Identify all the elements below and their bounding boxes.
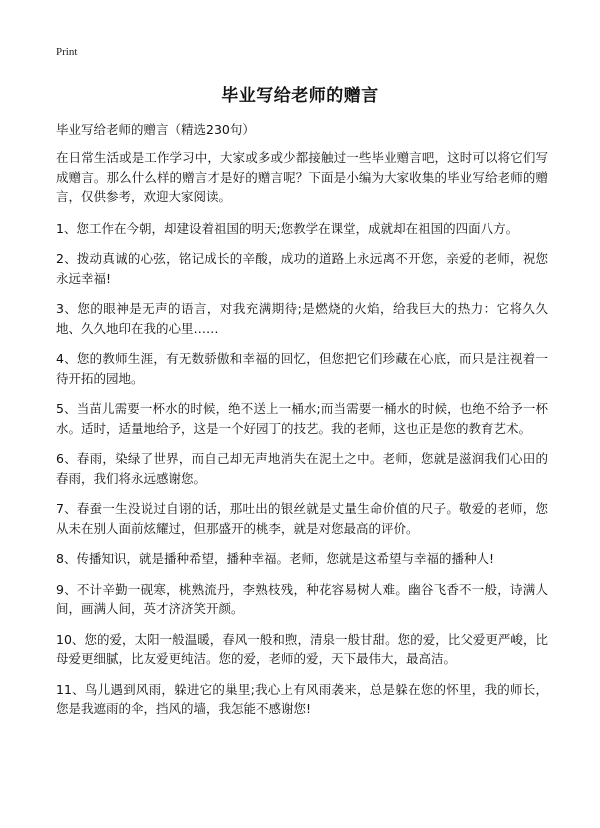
quote-item-3: 3、您的眼神是无声的语言，对我充满期待;是燃烧的火焰，给我巨大的热力：它将久久地、久久地印在我的心里…… [56,301,548,336]
page-title: 毕业写给老师的赠言 [221,86,379,106]
quote-item-10: 10、您的爱，太阳一般温暖，春风一般和煦，清泉一般甘甜。您的爱，比父爱更严峻，比母爱更细腻，比友爱更纯洁。您的爱，老师的爱，天下最伟大，最高洁。 [56,631,548,666]
quote-item-7: 7、春蚕一生没说过自诩的话，那吐出的银丝就是丈量生命价值的尺子。敬爱的老师，您从未在别人面前炫耀过，但那盛开的桃李，就是对您最高的评价。 [56,501,548,536]
quote-item-2: 2、拨动真诚的心弦，铭记成长的辛酸，成功的道路上永远离不开您，亲爱的老师，祝您永远幸福! [56,251,548,286]
quote-item-11: 11、鸟儿遇到风雨，躲进它的巢里;我心上有风雨袭来，总是躲在您的怀里，我的师长，您是我遮雨的伞，挡风的墙，我怎能不感谢您! [56,681,548,716]
print-link[interactable]: Print [56,46,78,58]
subtitle: 毕业写给老师的赠言（精选230句） [56,122,255,137]
quote-item-6: 6、春雨，染绿了世界，而自己却无声地消失在泥土之中。老师，您就是滋润我们心田的春雨，我们将永远感谢您。 [56,451,548,486]
quote-item-5: 5、当苗儿需要一杯水的时候，绝不送上一桶水;而当需要一桶水的时候，也绝不给予一杯水。适时，适量地给予，这是一个好园丁的技艺。我的老师，这也正是您的教育艺术。 [56,401,548,436]
quote-item-4: 4、您的教师生涯，有无数骄傲和幸福的回忆，但您把它们珍藏在心底，而只是注视着一待开拓的园地。 [56,351,548,386]
quote-item-8: 8、传播知识，就是播种希望，播种幸福。老师，您就是这希望与幸福的播种人! [56,551,494,566]
quote-item-9: 9、不计辛勤一砚寒，桃熟流丹，李熟枝残，种花容易树人难。幽谷飞香不一般，诗满人间，画满人间，英才济济笑开颜。 [56,581,548,616]
intro-paragraph: 在日常生活或是工作学习中，大家或多或少都接触过一些毕业赠言吧，这时可以将它们写成赠言。那么什么样的赠言才是好的赠言呢？下面是小编为大家收集的毕业写给老师的赠言，仅供参考，欢迎大家阅读。 [56,150,548,204]
quote-item-1: 1、您工作在今朝，却建设着祖国的明天;您教学在课堂，成就却在祖国的四面八方。 [56,220,519,236]
article-body [56,148,548,730]
